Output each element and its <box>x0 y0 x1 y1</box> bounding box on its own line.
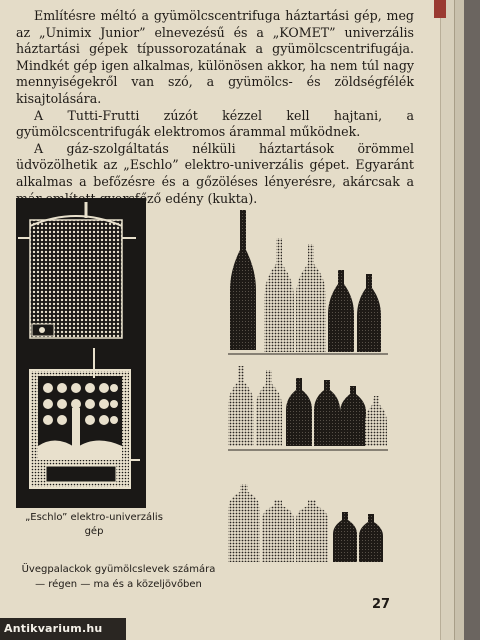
page-number: 27 <box>372 597 391 612</box>
bottles-caption: Üvegpalackok gyümölcslevek számára — régen — ma és a közeljövőben <box>21 564 216 590</box>
machine-caption: „Eschlo” elektro-univerzális gép <box>25 512 163 537</box>
paragraph-3: A gáz-szolgáltatás nélküli háztartások örömmel üdvözölhetik az „Eschlo” elektro-univerzális gépet. Egyaránt alkalmas a befőzésre és a gőzöléses lényerésre, akárcsak a már említett gyorsfőző edény (kukta). <box>16 140 414 206</box>
eschlo-machine-illustration <box>16 198 146 508</box>
watermark: Antikvarium.hu <box>4 622 103 635</box>
paragraph-2: A Tutti-Frutti zúzót kézzel kell hajtani, a gyümölcscentrifugák elektromos árammal működnek. <box>16 107 414 140</box>
paragraph-1: Említésre méltó a gyümölcscentrifuga háztartási gép, meg az „Unimix Junior” elnevezésű és a „KOMET” univerzális háztartási gépek típussorozatának a gyümölcscentrifugája. Mindkét gép igen alkalmas, különösen akkor, ha nem túl nagy mennyiségekről van szó, a gyümölcs- és zöldségfélék kisajtolására. <box>16 8 414 106</box>
page-edge <box>440 0 455 640</box>
book-cover-edge <box>464 0 480 640</box>
body-text <box>16 8 414 207</box>
bottles-illustration <box>220 200 420 570</box>
bookmark-ribbon <box>434 0 446 18</box>
